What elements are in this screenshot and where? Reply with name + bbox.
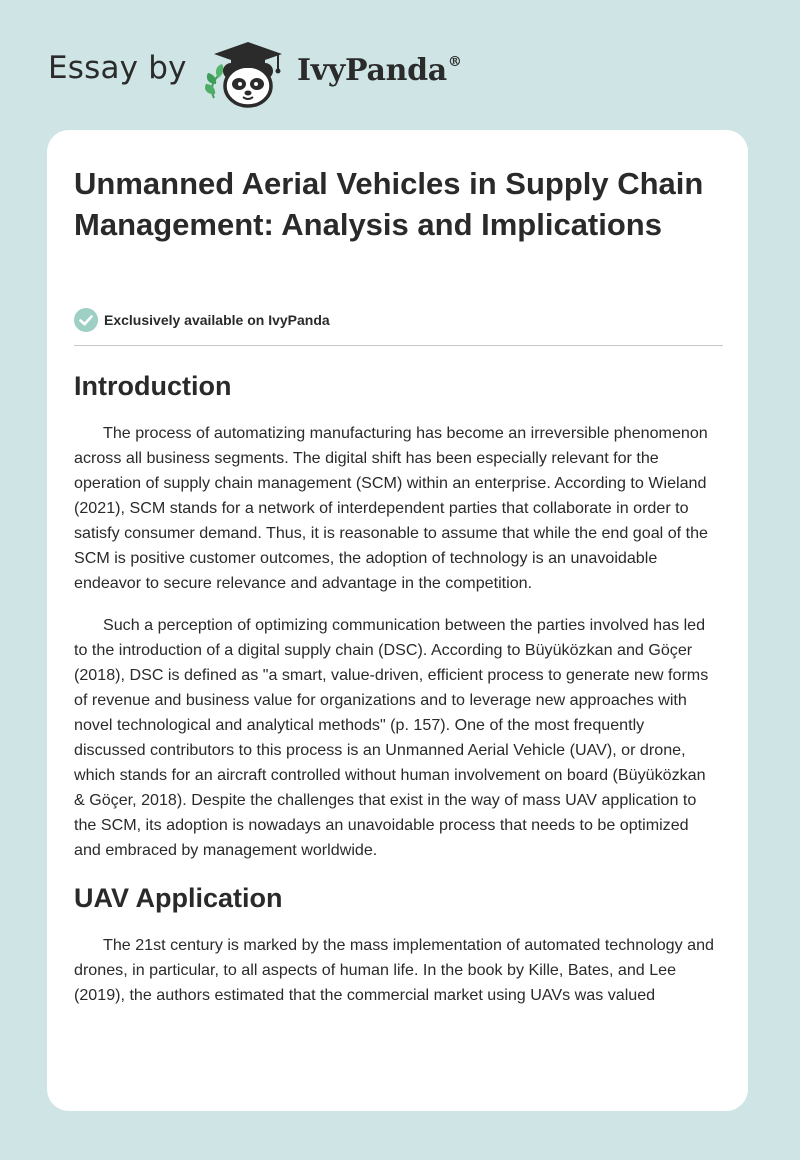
site-header [0,0,800,130]
exclusive-badge [74,307,330,333]
check-circle-icon [74,308,98,332]
paragraph: Such a perception of optimizing communication between the parties involved has led to the introduction of a digital supply chain (DSC). According to Büyüközkan and Göçer (2018), DSC is defined as "a smart, value-driven, efficient process to generate new forms of revenue and business value for organizations and to leverage new approaches with novel technological and analytical methods" (p. 157). One of the most frequently discussed contributors to this process is an Unmanned Aerial Vehicle (UAV), or drone, which stands for an aircraft controlled without human involvement on board (Büyüközkan & Göçer, 2018). Despite the challenges that exist in the way of mass UAV application to the SCM, its adoption is nowadays an unavoidable process that needs to be optimized and embraced by management worldwide. [74,616,709,859]
paragraph: The 21st century is marked by the mass implementation of automated technology and drones, in particular, to all aspects of human life. In the book by Kille, Bates, and Lee (2019), the authors estimated that the commercial market using UAVs was valued [74,936,714,1004]
title-divider [74,345,723,346]
essay-content [74,366,719,1008]
panda-graduate-logo-icon[interactable] [200,36,292,110]
section-heading-introduction: Introduction [74,371,232,401]
essay-by-label: Essay by [48,50,187,86]
registered-mark: ® [447,54,462,70]
paragraph: The process of automatizing manufacturing has become an irreversible phenomenon across all business segments. The digital shift has been especially relevant for the operation of supply chain management (SCM) within an enterprise. According to Wieland (2021), SCM stands for a network of interdependent parties that collaborate in order to satisfy consumer demand. Thus, it is reasonable to assume that while the end goal of the SCM is positive customer outcomes, the adoption of technology is an unavoidable endeavor to secure relevance and advantage in the competition. [74,424,708,592]
exclusive-badge-text: Exclusively available on IvyPanda [104,312,330,328]
essay-card [47,130,748,1111]
page-title: Unmanned Aerial Vehicles in Supply Chain Management: Analysis and Implications [74,166,704,242]
brand-name[interactable]: IvyPanda® [297,53,462,88]
section-heading-uav-application: UAV Application [74,883,283,913]
